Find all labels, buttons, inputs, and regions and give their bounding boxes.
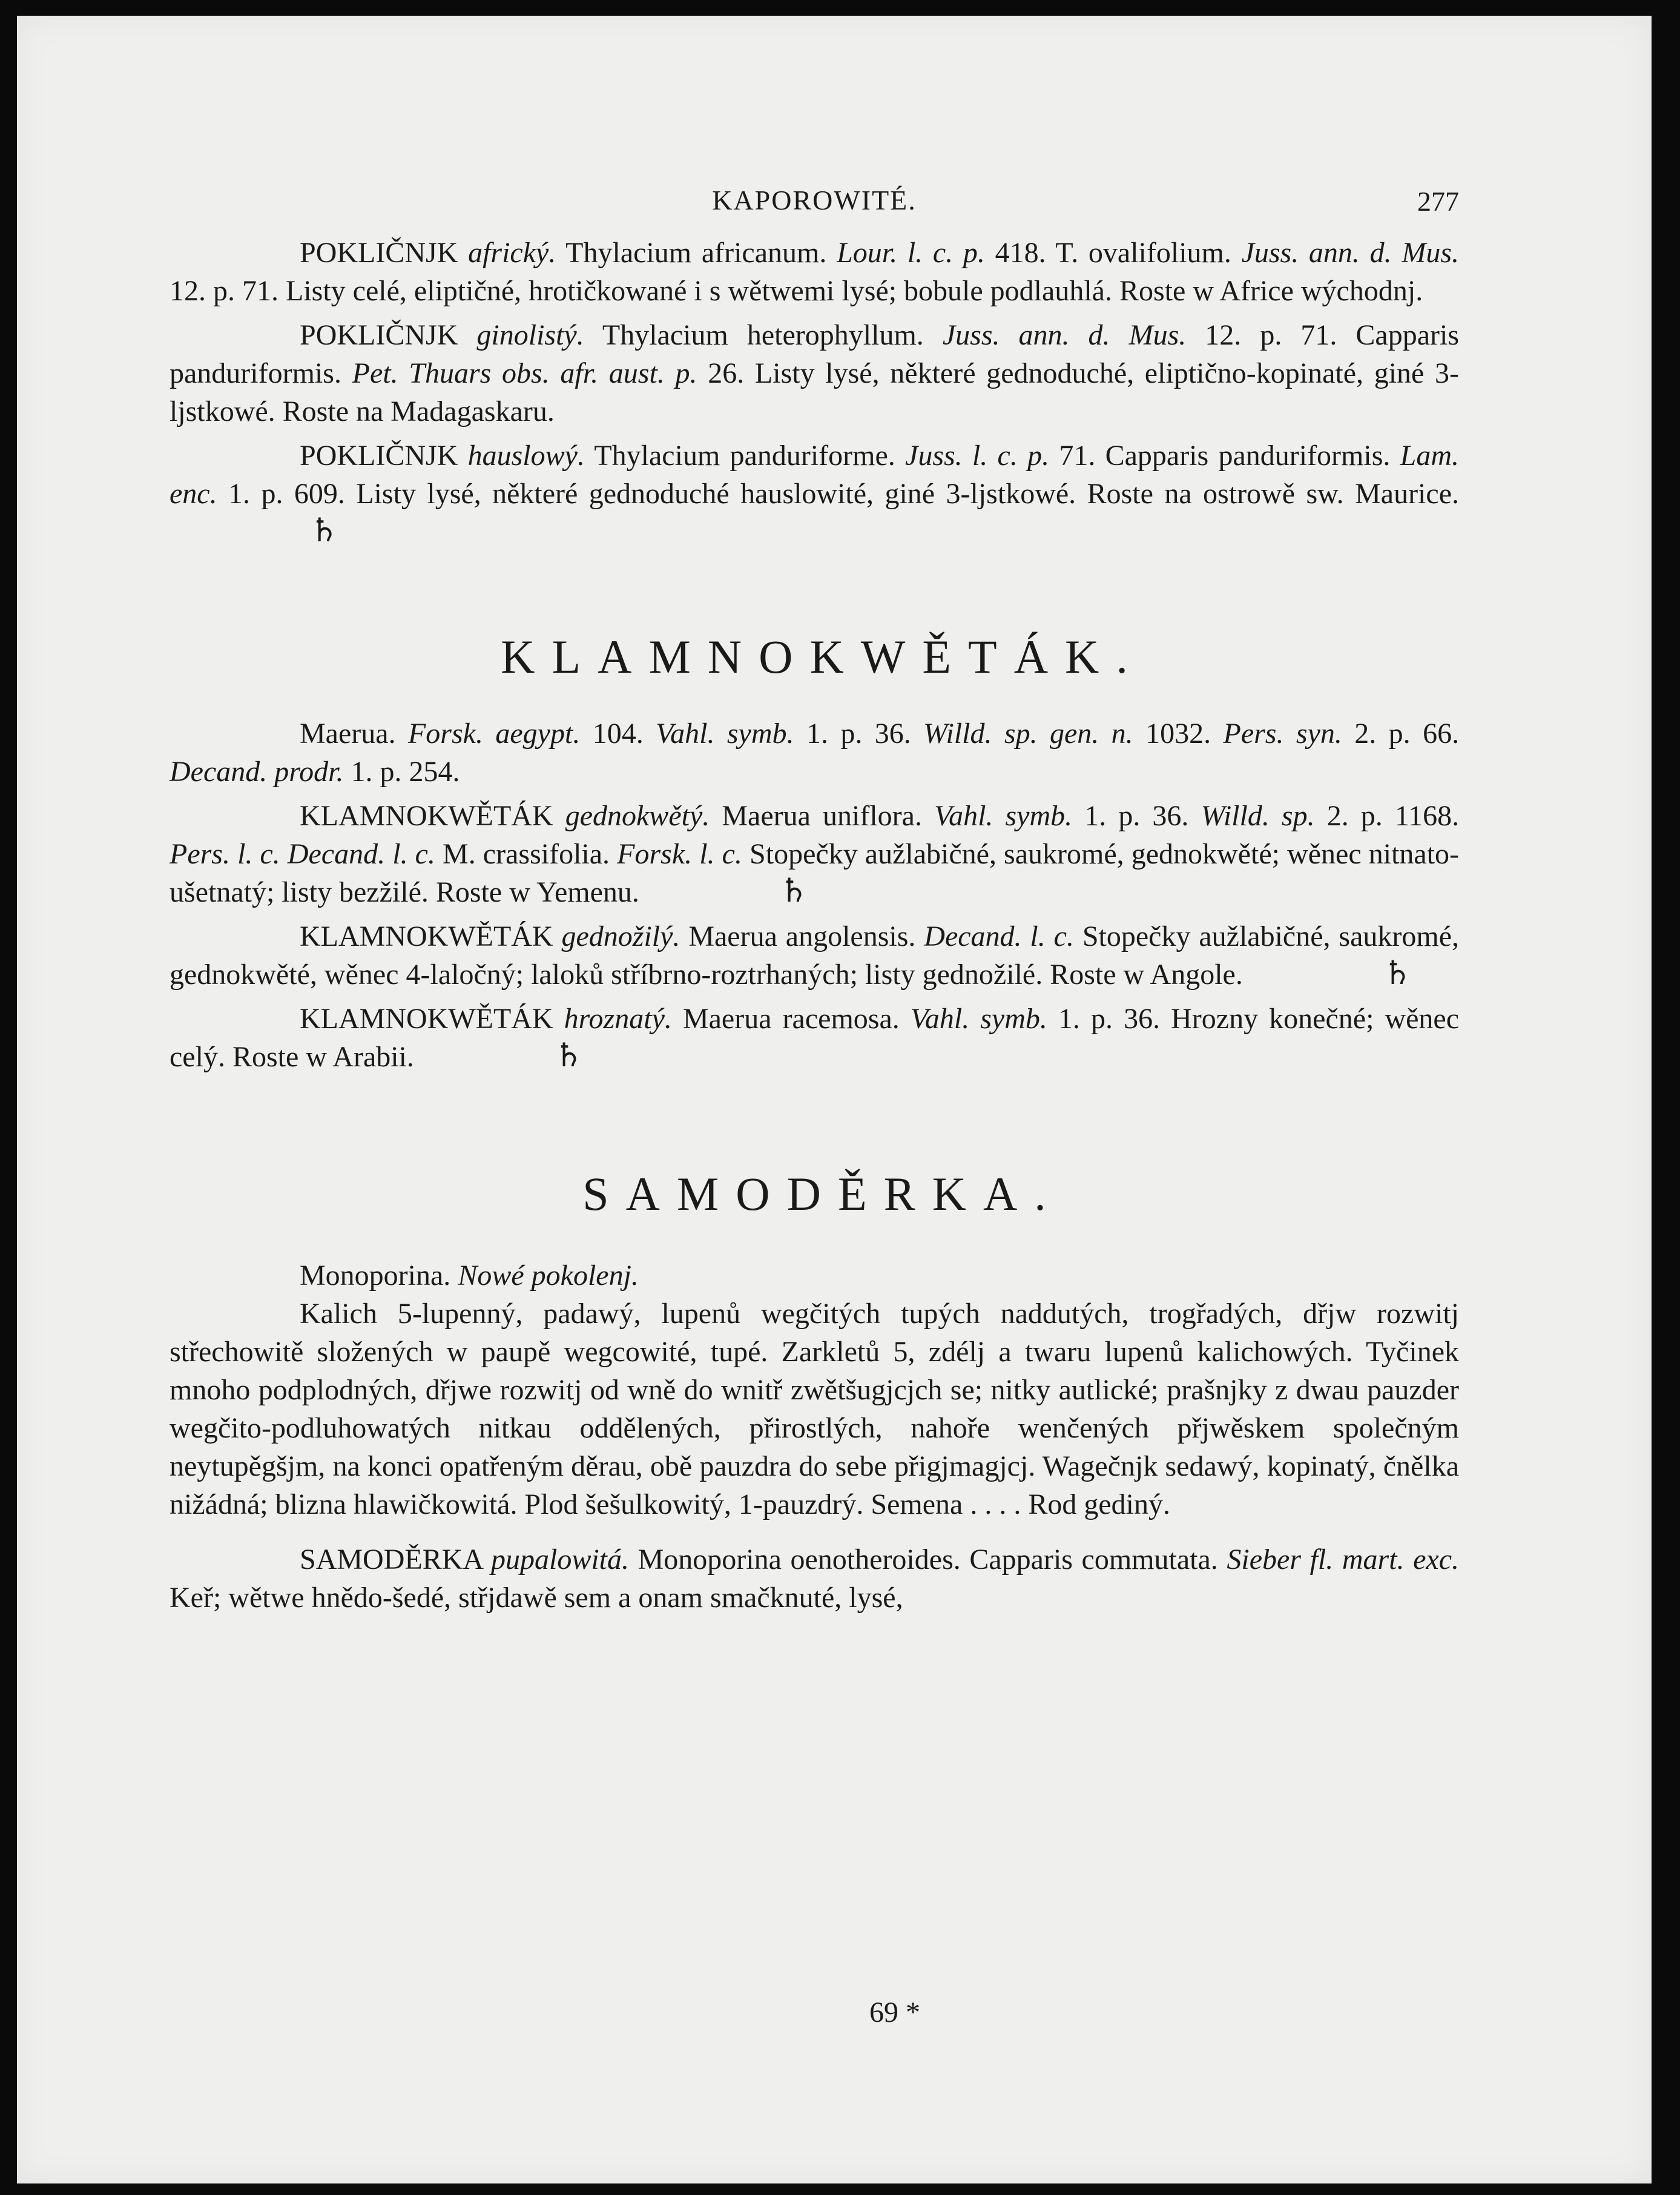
citation: Lam. enc. xyxy=(170,440,1460,510)
entry-text: 1. p. 36. xyxy=(1084,800,1189,832)
entry-text: 1. p. 36. xyxy=(806,718,911,750)
genus-description: Kalich 5-lupenný, padawý, lupenů wegčitých tupých naddutých, trogřadých, dřjw rozwitj střechowitě složených w paupě wegcowité, tupé. Zarkletů 5, zdélj a twaru lupenů kalichowých. Tyčinek mnoho podplodných, dřjwe rozwitj od wně do wnitř zwětšugjcjch se; nitky autlické; prašnjky z dwau pauzder wegčito-podluhowatých nitkau oddělených, přirostlých, nahoře wenčených přjwěskem společným neytupěgšjm, na konci opatřeným děrau, obě pauzdra do sebe přigjmagjcj. Wagečnjk sedawý, kopinatý, čnělka nižádná; blizna hlawičkowitá. Plod šešulkowitý, 1-pauzdrý. Semena . . . . Rod gediný. xyxy=(170,1298,1459,1520)
citation: Vahl. symb. xyxy=(934,800,1073,832)
entry-poklicnjk-ginolisty xyxy=(170,316,1459,431)
section-title-samoderka: SAMODĚRKA. xyxy=(582,1167,1063,1220)
species-epithet: hauslowý. xyxy=(467,440,585,472)
entry-text: Thylacium panduriforme. xyxy=(594,440,895,472)
entry-text: Thylacium heterophyllum. xyxy=(602,319,924,351)
entry-klamnokwetak-gednokwety xyxy=(170,797,1459,911)
citation: Pet. Thuars obs. afr. aust. p. xyxy=(352,357,697,389)
citation: Lour. l. c. p. xyxy=(837,237,985,269)
entry-text: 418. T. ovalifolium. xyxy=(995,237,1231,269)
saturn-symbol-icon: ♄ xyxy=(553,1037,584,1074)
citation: Willd. sp. xyxy=(1201,800,1315,832)
genus-name: Monoporina. xyxy=(300,1259,451,1292)
citation: Sieber fl. mart. exc. xyxy=(1227,1543,1460,1576)
citation: Juss. ann. d. Mus. xyxy=(942,319,1187,351)
entry-klamnokwetak-hroznaty xyxy=(170,1000,1459,1076)
species-name: SAMODĚRKA xyxy=(300,1543,483,1576)
citation: Pers. syn. xyxy=(1223,718,1342,750)
entry-text: Stopečky aužlabičné, saukromé, gednokwěté, wěnec 4-laločný; laloků stříbrno-roztrhaných; listy gednožilé. Roste w Angole. xyxy=(170,920,1460,991)
entry-text: 2. p. 66. xyxy=(1354,718,1460,750)
section-title-klamnokwetak: KLAMNOKWĚTÁK. xyxy=(501,630,1145,683)
citation: Vahl. symb. xyxy=(910,1003,1047,1035)
species-epithet: africký. xyxy=(468,237,556,269)
entry-text: Maerua angolensis. xyxy=(688,920,916,952)
running-head xyxy=(170,161,1459,234)
saturn-symbol-icon: ♄ xyxy=(1382,955,1412,991)
entry-text: Keř; wětwe hnědo-šedé, střjdawě sem a onam smačknuté, lysé, xyxy=(170,1582,903,1614)
species-epithet: hroznatý. xyxy=(564,1003,672,1035)
entry-text: 12. p. 71. Listy celé, eliptičné, hrotičkowané i s wětwemi lysé; bobule podlauhlá. Roste w Africe wýchodnj. xyxy=(170,275,1423,307)
running-title: KAPOROWITÉ. xyxy=(712,185,917,216)
genus-monoporina-line xyxy=(170,1256,1459,1295)
entry-poklicnjk-hauslowy xyxy=(170,437,1459,551)
citation: Juss. ann. d. Mus. xyxy=(1241,237,1459,269)
entry-samoderka-pupalowita xyxy=(170,1540,1459,1617)
species-name: KLAMNOKWĚTÁK xyxy=(300,800,553,832)
entry-text: 26. Listy lysé, některé gednoduché, eliptično-kopinaté, giné 3-ljstkowé. Roste na Madagaskaru. xyxy=(170,357,1460,427)
citation: Willd. sp. gen. n. xyxy=(923,718,1133,750)
species-name: POKLIČNJK xyxy=(300,237,458,269)
entry-text: Maerua uniflora. xyxy=(722,800,922,832)
citation: Forsk. aegypt. xyxy=(407,718,581,750)
species-epithet: pupalowitá. xyxy=(490,1543,630,1576)
entry-text: Stopečky aužlabičné, saukromé, gednokwěté; wěnec nitnato-ušetnatý; listy bezžilé. Roste w Yemenu. xyxy=(170,838,1460,908)
species-name: KLAMNOKWĚTÁK xyxy=(300,920,553,952)
citation: Nowé pokolenj. xyxy=(458,1259,639,1292)
entry-text: 104. xyxy=(592,718,644,750)
entry-text: Monoporina oenotheroides. Capparis commutata. xyxy=(637,1543,1218,1576)
citation: Juss. l. c. p. xyxy=(905,440,1050,472)
entry-text: M. crassifolia. xyxy=(443,838,610,870)
entry-poklicnjk-africky xyxy=(170,234,1459,310)
entry-text: Maerua racemosa. xyxy=(682,1003,900,1035)
signature-mark: 69 * xyxy=(869,1996,920,2028)
citation: Pers. l. c. Decand. l. c. xyxy=(170,838,435,870)
book-page xyxy=(17,16,1652,2183)
page-number: 277 xyxy=(1417,186,1459,217)
species-name: POKLIČNJK xyxy=(300,440,458,472)
entry-text: 1. p. 254. xyxy=(351,756,460,788)
saturn-symbol-icon: ♄ xyxy=(779,873,809,909)
entry-text: Thylacium africanum. xyxy=(565,237,827,269)
species-epithet: gednožilý. xyxy=(561,920,680,952)
entry-text: 1. p. 609. Listy lysé, některé gednoduché hauslowité, giné 3-ljstkowé. Roste na ostrowě sw. Maurice. xyxy=(228,478,1459,510)
saturn-symbol-icon: ♄ xyxy=(309,512,339,549)
species-epithet: gednokwětý. xyxy=(565,800,710,832)
entry-text: 12. p. 71. Capparis panduriformis. xyxy=(170,319,1459,389)
entry-text: 2. p. 1168. xyxy=(1326,800,1460,832)
entry-text: 71. Capparis panduriformis. xyxy=(1059,440,1391,472)
entry-text: 1032. xyxy=(1145,718,1211,750)
genus-maerua-paragraph xyxy=(170,715,1459,791)
entry-text: 1. p. 36. Hrozny konečné; wěnec celý. Roste w Arabii. xyxy=(170,1003,1460,1073)
genus-name: Maerua. xyxy=(300,718,396,750)
entry-klamnokwetak-gednozily xyxy=(170,917,1459,994)
citation: Vahl. symb. xyxy=(656,718,794,750)
citation: Forsk. l. c. xyxy=(617,838,742,870)
species-name: POKLIČNJK xyxy=(300,319,458,351)
page-content xyxy=(170,161,1459,1623)
citation: Decand. prodr. xyxy=(170,756,344,788)
species-epithet: ginolistý. xyxy=(476,319,584,351)
citation: Decand. l. c. xyxy=(924,920,1074,952)
species-name: KLAMNOKWĚTÁK xyxy=(300,1003,553,1035)
